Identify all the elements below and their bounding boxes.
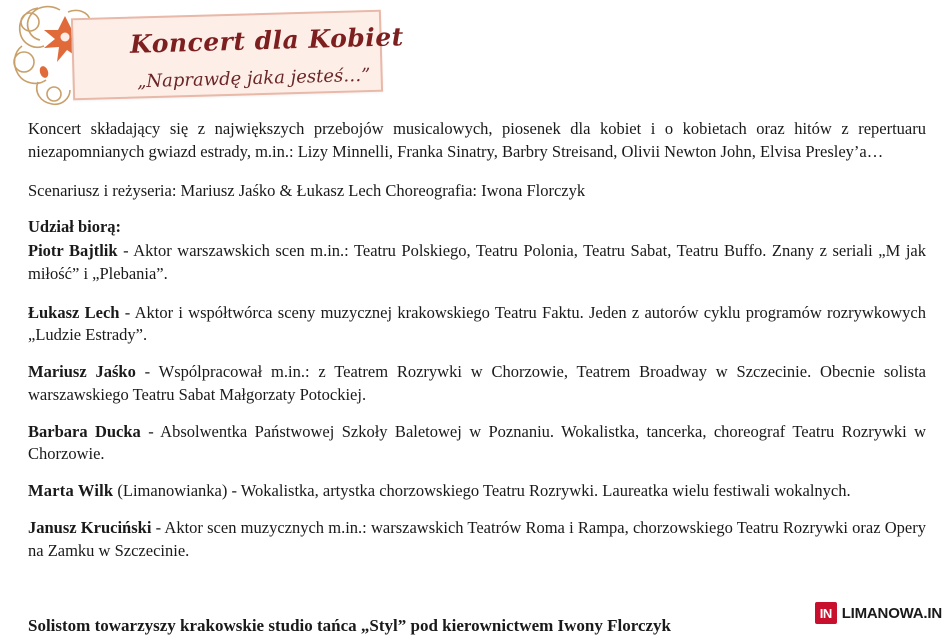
cast-member-name: Piotr Bajtlik	[28, 241, 118, 261]
page-subtitle: „Naprawdę jaka jesteś…”	[136, 64, 371, 93]
cast-member-name: Marta Wilk	[28, 481, 114, 501]
page-title: Koncert dla Kobiet	[129, 22, 405, 59]
cast-member	[28, 517, 926, 563]
cast-member	[28, 421, 926, 467]
credits-paragraph: Scenariusz i reżyseria: Mariusz Jaśko & Łukasz Lech Choreografia: Iwona Florczyk	[28, 180, 586, 200]
lead-paragraph: Koncert składający się z największych przebojów musicalowych, piosenek dla kobiet i o kobietach oraz hitów z repertuaru niezapomnianych gwiazd estrady, m.in.: Lizy Minnelli, Franka Sinatry, Barbry Streisand, Olivii Newton John, Elvisa Presley’a…	[28, 119, 926, 161]
cast-member-description: - Aktor scen muzycznych m.in.: warszawskich Teatrów Roma i Rampa, chorzowskiego Teatru Rozrywki oraz Opery na Zamku w Szczecinie.	[28, 517, 926, 560]
cast-member-description: - Wspólpracował m.in.: z Teatrem Rozrywki w Chorzowie, Teatrem Broadway w Szczecinie. Obecnie solista warszawskiego Teatru Sabat Małgorzaty Potockiej.	[28, 362, 926, 404]
cast-member-name: Mariusz Jaśko	[28, 362, 136, 382]
cast-member-name: Janusz Kruciński	[28, 517, 152, 537]
footer-line: Solistom towarzyszy krakowskie studio tańca „Styl” pod kierownictwem Iwony Florczyk	[28, 616, 672, 635]
cast-member	[28, 240, 926, 286]
watermark	[815, 602, 942, 624]
cast-member-description: (Limanowianka) - Wokalistka, artystka chorzowskiego Teatru Rozrywki. Laureatka wielu festiwali wokalnych.	[113, 481, 851, 501]
cast-member-description: - Absolwentka Państwowej Szkoły Baletowej w Poznaniu. Wokalistka, tancerka, choreograf Teatru Rozrywki w Chorzowie.	[28, 421, 927, 464]
header	[0, 0, 950, 112]
watermark-badge-icon: IN	[815, 602, 837, 624]
cast-heading: Udział biorą:	[28, 217, 122, 237]
cast-member	[28, 361, 926, 407]
cast-member-name: Barbara Ducka	[28, 421, 141, 441]
document-content	[28, 118, 926, 576]
cast-member	[28, 480, 926, 503]
cast-member-description: - Aktor i współtwórca sceny muzycznej krakowskiego Teatru Faktu. Jeden z autorów cyklu programów rozrywkowych „Ludzie Estrady”.	[28, 302, 926, 345]
cast-member	[28, 302, 926, 348]
watermark-text: LIMANOWA.IN	[841, 604, 942, 622]
cast-member-name: Łukasz Lech	[28, 302, 120, 322]
cast-member-description: - Aktor warszawskich scen m.in.: Teatru Polskiego, Teatru Polonia, Teatru Sabat, Teatru Buffo. Znany z seriali „M jak miłość” i „Plebania”.	[28, 241, 927, 283]
